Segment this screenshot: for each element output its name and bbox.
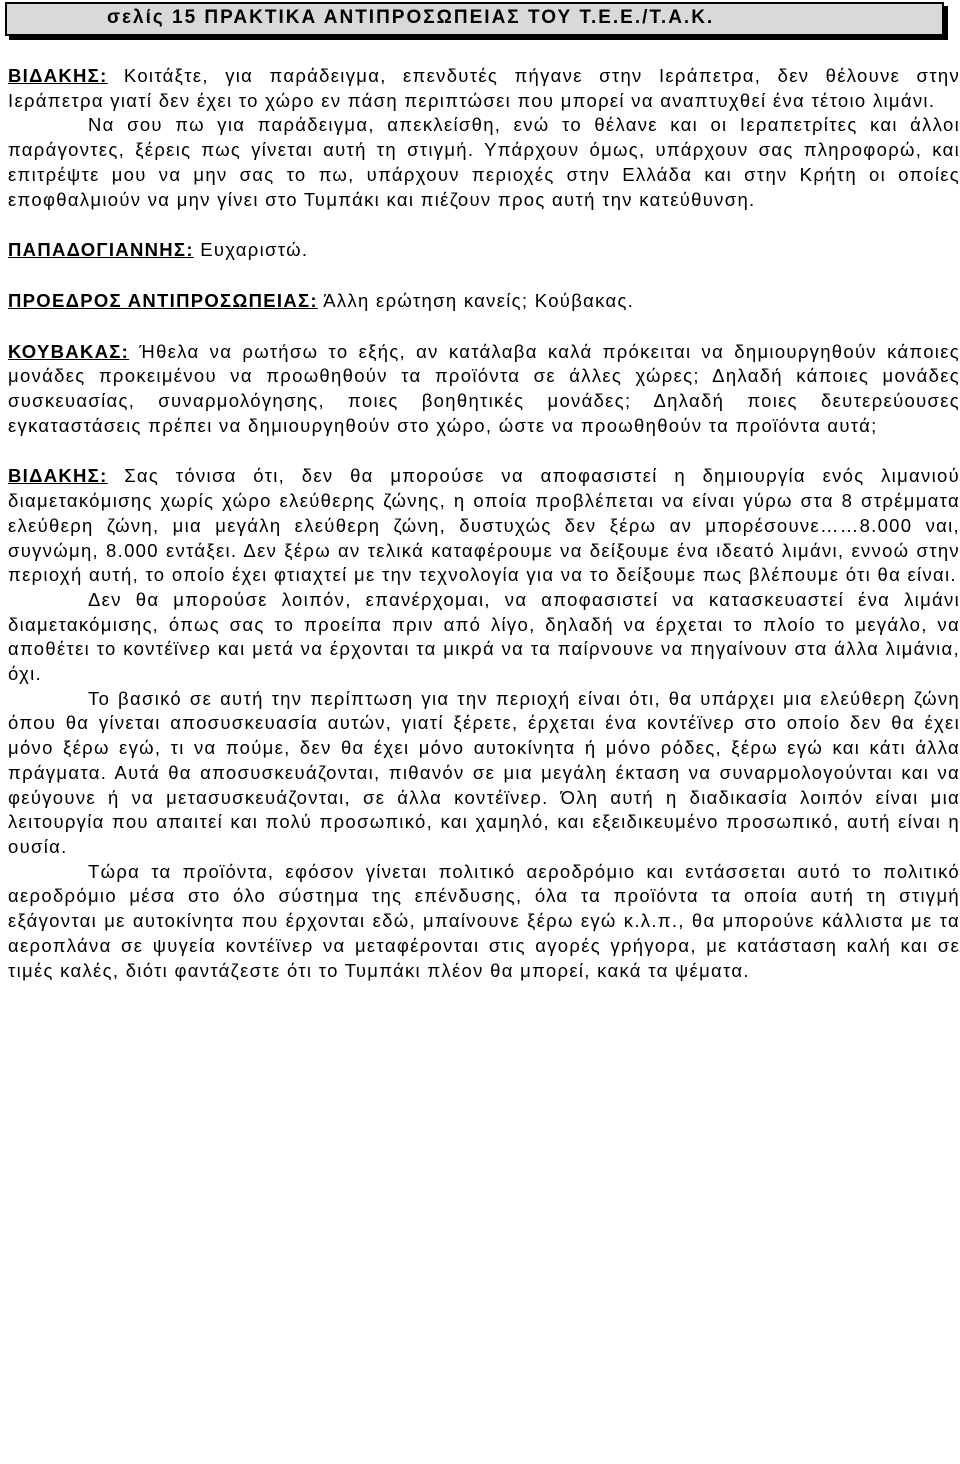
paragraph-kouvakas: [8, 340, 960, 439]
paragraph-text: Το βασικό σε αυτή την περίπτωση για την περιοχή είναι ότι, θα υπάρχει μια ελεύθερη ζώνη όπου θα γίνεται αποσυσκευασία αυτών, γιατί ξέρετε, έρχεται ένα κοντέϊνερ στο οποίο δεν θα έχει μόνο ξέρω εγώ, τι να πούμε, δεν θα έχει μόνο αυτοκίνητα ή μόνο ρόδες, ξέρω εγώ και κάτι άλλα πράγματα. Αυτά θα αποσυσκευάζονται, πιθανόν σε μια μεγάλη έκταση να συναρμολογούνται και να φεύγουνε ή να μετασυσκευάζονται, σε άλλα κοντέϊνερ. Όλη αυτή η διαδικασία λοιπόν είναι μια λειτουργία που απαιτεί και πολύ προσωπικό, και χαμηλό, και εξειδικευμένο προσωπικό, αυτή είναι η ουσία.: [8, 687, 960, 857]
paragraph-vidakis-3: [8, 464, 960, 588]
paragraph-vidakis-5: [8, 687, 960, 860]
speaker-label: ΒΙΔΑΚΗΣ:: [8, 65, 108, 86]
paragraph-text: Κοιτάξτε, για παράδειγμα, επενδυτές πήγανε στην Ιεράπετρα, δεν θέλουνε στην Ιεράπετρα γιατί δεν έχει το χώρο εν πάση περιπτώσει που μπορεί να αναπτυχθεί ένα τέτοιο λιμάνι.: [8, 65, 960, 111]
paragraph-text: Άλλη ερώτηση κανείς; Κούβακας.: [317, 289, 635, 311]
paragraph-text: Να σου πω για παράδειγμα, απεκλείσθη, ενώ το θέλανε και οι Ιεραπετρίτες και άλλοι παράγοντες, ξέρεις πως γίνεται αυτή τη στιγμή. Υπάρχουν όμως, υπάρχουν σας πληροφορώ, και επιτρέψτε μου να μην σας το πω, υπάρχουν περιοχές στην Ελλάδα και στην Κρήτη οι οποίες εποφθαλμιούν να μην γίνει στο Τυμπάκι και πιέζουν προς αυτή την κατεύθυνση.: [8, 114, 960, 210]
paragraph-chair: [8, 289, 960, 314]
paragraph-vidakis-4: [8, 588, 960, 687]
paragraph-text: Τώρα τα προϊόντα, εφόσον γίνεται πολιτικό αεροδρόμιο και εντάσσεται αυτό το πολιτικό αεροδρόμιο μέσα στο όλο σύστημα της επένδυσης, όλα τα προϊόντα τα οποία αυτή τη στιγμή εξάγονται με αυτοκίνητα που έρχονται εδώ, μπαίνουνε ξέρω εγώ κ.λ.π., θα μπορούνε κάλλιστα με τα αεροπλάνα σε ψυγεία κοντέϊνερ να μεταφέρονται στις αγορές γρήγορα, με κατάσταση καλή και σε τιμές καλές, διότι φαντάζεστε ότι το Τυμπάκι πλέον θα μπορεί, κακά τα ψέματα.: [8, 860, 960, 981]
paragraph-vidakis-2: [8, 113, 960, 212]
page-header: [5, 2, 944, 36]
speaker-label: ΒΙΔΑΚΗΣ:: [8, 465, 108, 487]
header-title: σελίς 15 ΠΡΑΚΤΙΚΑ ΑΝΤΙΠΡΟΣΩΠΕΙΑΣ ΤΟΥ Τ.Ε.Ε./Τ.Α.Κ.: [107, 7, 715, 28]
paragraph-text: Δεν θα μπορούσε λοιπόν, επανέρχομαι, να αποφασιστεί να κατασκευαστεί ένα λιμάνι διαμετακόμισης, όπως σας το προείπα πριν από λίγο, δηλαδή να έρχεται το πλοίο το μεγάλο, να αποθέτει το κοντέϊνερ και μετά να έρχονται τα μικρά να τα παίρνουνε να πηγαίνουν στα άλλα λιμάνια, όχι.: [8, 588, 960, 685]
speaker-label: ΠΡΟΕΔΡΟΣ ΑΝΤΙΠΡΟΣΩΠΕΙΑΣ:: [8, 289, 318, 311]
speaker-label: ΠΑΠΑΔΟΓΙΑΝΝΗΣ:: [8, 239, 194, 261]
paragraph-vidakis-1: [8, 64, 960, 113]
speaker-label: ΚΟΥΒΑΚΑΣ:: [8, 340, 130, 362]
paragraph-vidakis-6: [8, 860, 960, 984]
paragraph-papadogiannis: [8, 238, 960, 263]
paragraph-text: Ευχαριστώ.: [193, 239, 309, 261]
paragraph-text: Ήθελα να ρωτήσω το εξής, αν κατάλαβα καλά πρόκειται να δημιουργηθούν κάποιες μονάδες προκειμένου να προωθηθούν τα προϊόντα σε άλλες χώρες; Δηλαδή κάποιες μονάδες συσκευασίας, συναρμολόγησης, ποιες βοηθητικές μονάδες; Δηλαδή ποιες δευτερεύουσες εγκαταστάσεις πρέπει να δημιουργηθούν στο χώρο, ώστε να προωθηθούν τα προϊόντα αυτά;: [8, 340, 960, 436]
transcript-body: [8, 64, 960, 983]
paragraph-text: Σας τόνισα ότι, δεν θα μπορούσε να αποφασιστεί η δημιουργία ενός λιμανιού διαμετακόμισης χωρίς χώρο ελεύθερης ζώνης, η οποία προβλέπεται να είναι γύρω στα 8 στρέμματα ελεύθερη ζώνη, μια μεγάλη ελεύθερη ζώνη, δυστυχώς δεν ξέρω αν μπορέσουνε……8.000 ναι, συγνώμη, 8.000 εντάξει. Δεν ξέρω αν τελικά καταφέρουμε να δείξουμε ένα ιδεατό λιμάνι, εννοώ στην περιοχή αυτή, το οποίο έχει φτιαχτεί με την τεχνολογία για να το δείξουμε πως βλέπουμε ότι θα είναι.: [8, 465, 960, 586]
